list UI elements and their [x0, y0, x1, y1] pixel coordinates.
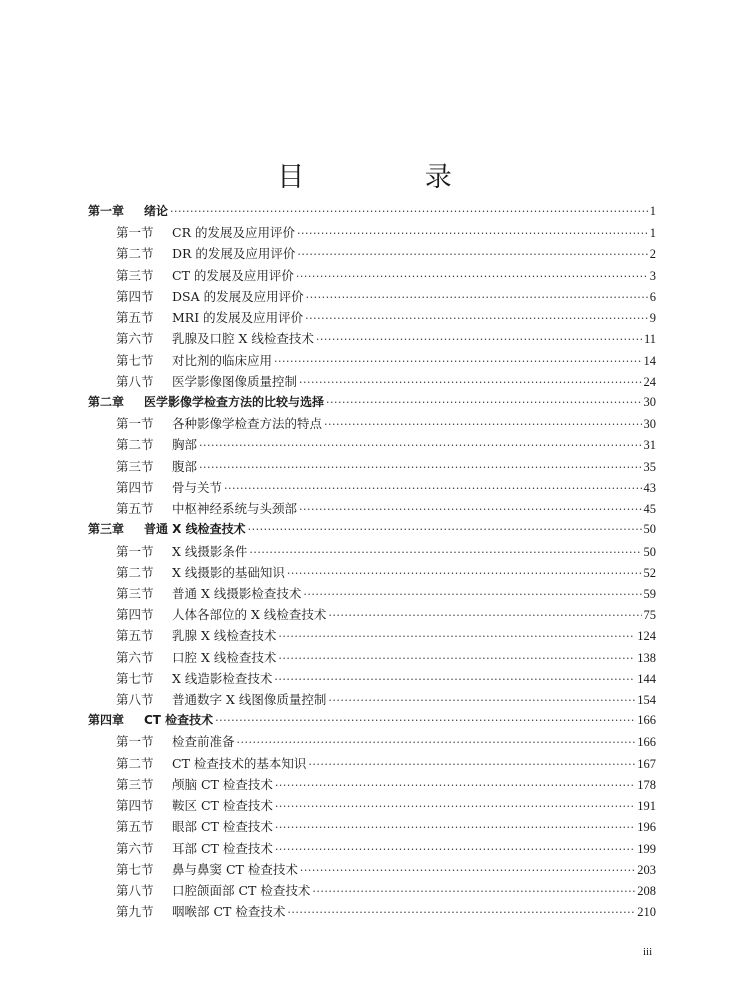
section-title: 鞍区 CT 检查技术	[172, 798, 273, 814]
page-ref: 75	[643, 608, 656, 623]
chapter-title: CT 检查技术	[144, 713, 214, 728]
toc-section-entry[interactable]	[88, 668, 656, 689]
section-number: 第三节	[116, 776, 154, 792]
section-title: 对比剂的临床应用	[172, 352, 273, 368]
page-ref: 199	[637, 841, 656, 856]
section-number: 第四节	[116, 607, 154, 623]
section-number: 第二节	[116, 564, 154, 580]
toc-section-entry[interactable]	[88, 689, 656, 710]
dot-leader	[275, 796, 635, 817]
page-ref: 166	[637, 735, 656, 750]
section-title: X 线摄影的基础知识	[172, 564, 285, 580]
section-title: 咽喉部 CT 检查技术	[172, 904, 286, 920]
section-title: CT 的发展及应用评价	[172, 267, 294, 283]
toc-section-entry[interactable]	[88, 413, 656, 434]
section-title: 乳腺及口腔 X 线检查技术	[172, 331, 314, 347]
chapter-number: 第二章	[88, 394, 125, 409]
dot-leader	[287, 902, 635, 923]
toc-section-entry[interactable]	[88, 265, 656, 286]
dot-leader	[326, 392, 641, 413]
section-number: 第三节	[116, 585, 154, 601]
dot-leader	[278, 626, 635, 647]
section-number: 第四节	[116, 288, 154, 304]
section-number: 第一节	[116, 734, 154, 750]
toc-section-entry[interactable]	[88, 541, 656, 562]
section-title: 乳腺 X 线检查技术	[172, 628, 277, 644]
toc-chapter-entry[interactable]	[88, 392, 656, 413]
dot-leader	[297, 223, 648, 244]
chapter-title: 绪论	[144, 204, 169, 218]
toc-section-entry[interactable]	[88, 477, 656, 498]
page-ref: 14	[643, 353, 656, 368]
page-number: iii	[643, 946, 653, 958]
toc-section-entry[interactable]	[88, 774, 656, 795]
toc-section-entry[interactable]	[88, 816, 656, 837]
chapter-title: 医学影像学检查方法的比较与选择	[144, 394, 325, 409]
section-number: 第五节	[116, 501, 154, 517]
dot-leader	[300, 860, 635, 881]
page-ref: 9	[649, 311, 656, 326]
dot-leader	[299, 372, 641, 393]
section-number: 第八节	[116, 692, 154, 708]
page-ref: 50	[643, 522, 656, 537]
dot-leader	[316, 329, 642, 350]
dot-leader	[306, 287, 648, 308]
dot-leader	[297, 244, 647, 265]
dot-leader	[287, 563, 642, 584]
page-ref: 208	[637, 884, 656, 898]
page-ref: 43	[643, 480, 656, 495]
section-number: 第四节	[116, 479, 154, 495]
toc-section-entry[interactable]	[88, 350, 656, 371]
page-ref: 210	[637, 905, 656, 920]
dot-leader	[299, 499, 641, 520]
section-number: 第七节	[116, 861, 154, 877]
section-title: 眼部 CT 检查技术	[172, 819, 273, 835]
section-title: 腹部	[172, 458, 198, 474]
section-title: CR 的发展及应用评价	[172, 225, 295, 241]
dot-leader	[224, 478, 641, 499]
toc-section-entry[interactable]	[88, 901, 656, 922]
dot-leader	[215, 710, 635, 731]
dot-leader	[249, 542, 641, 563]
toc-section-entry[interactable]	[88, 731, 656, 752]
toc-section-entry[interactable]	[88, 328, 656, 349]
section-number: 第八节	[116, 883, 154, 898]
page-ref: 1	[649, 204, 656, 218]
section-number: 第四节	[116, 798, 154, 814]
toc-section-entry[interactable]	[88, 838, 656, 859]
page-ref: 2	[649, 247, 656, 262]
dot-leader	[328, 690, 635, 711]
dot-leader	[237, 732, 636, 753]
section-number: 第一节	[116, 543, 154, 559]
section-title: 口腔 X 线检查技术	[172, 649, 277, 665]
toc-section-entry[interactable]	[88, 498, 656, 519]
dot-leader	[199, 435, 641, 456]
section-title: DR 的发展及应用评价	[172, 246, 296, 262]
page-ref: 203	[637, 862, 656, 877]
page-ref: 52	[643, 565, 656, 580]
toc-section-entry[interactable]	[88, 859, 656, 880]
dot-leader	[308, 754, 635, 775]
section-number: 第一节	[116, 416, 154, 432]
section-title: DSA 的发展及应用评价	[172, 288, 304, 304]
section-title: 医学影像图像质量控制	[172, 373, 298, 389]
page-ref: 191	[637, 799, 656, 814]
dot-leader	[312, 881, 635, 902]
table-of-contents	[88, 201, 656, 922]
dot-leader	[248, 519, 642, 540]
toc-chapter-entry[interactable]	[88, 710, 656, 731]
section-title: 口腔颌面部 CT 检查技术	[172, 883, 311, 898]
section-title: 各种影像学检查方法的特点	[172, 416, 323, 432]
dot-leader	[274, 351, 641, 372]
page-ref: 178	[637, 777, 656, 792]
chapter-number: 第四章	[88, 713, 125, 728]
toc-section-entry[interactable]	[88, 625, 656, 646]
toc-section-entry[interactable]	[88, 434, 656, 455]
section-number: 第一节	[116, 225, 154, 241]
toc-chapter-entry[interactable]	[88, 519, 656, 540]
page-ref: 45	[643, 502, 656, 517]
section-number: 第二节	[116, 755, 154, 771]
section-title: MRI 的发展及应用评价	[172, 310, 304, 326]
toc-section-entry[interactable]	[88, 222, 656, 243]
page-ref: 3	[649, 268, 656, 283]
section-title: 鼻与鼻窦 CT 检查技术	[172, 861, 298, 877]
dot-leader	[328, 605, 641, 626]
chapter-number: 第一章	[88, 204, 125, 218]
dot-leader	[170, 201, 648, 222]
dot-leader	[274, 669, 635, 690]
page-ref: 24	[643, 374, 656, 389]
section-title: 骨与关节	[172, 479, 223, 495]
dot-leader	[275, 839, 635, 860]
toc-section-entry[interactable]	[88, 753, 656, 774]
section-number: 第五节	[116, 310, 154, 326]
section-number: 第七节	[116, 352, 154, 368]
section-title: 耳部 CT 检查技术	[172, 840, 273, 856]
page-ref: 138	[637, 650, 656, 665]
toc-chapter-entry[interactable]	[88, 201, 656, 222]
page-ref: 50	[643, 544, 656, 559]
dot-leader	[199, 457, 641, 478]
page-ref: 6	[649, 289, 656, 304]
toc-section-entry[interactable]	[88, 562, 656, 583]
dot-leader	[278, 648, 635, 669]
section-number: 第九节	[116, 904, 154, 920]
section-number: 第六节	[116, 331, 154, 347]
page-ref: 30	[643, 394, 656, 409]
page-ref: 167	[637, 756, 656, 771]
toc-section-entry[interactable]	[88, 243, 656, 264]
section-title: X 线造影检查技术	[172, 670, 273, 686]
page-ref: 144	[637, 671, 656, 686]
chapter-number: 第三章	[88, 522, 125, 537]
section-number: 第三节	[116, 267, 154, 283]
toc-section-entry[interactable]	[88, 286, 656, 307]
page-ref: 1	[649, 226, 656, 241]
dot-leader	[324, 414, 641, 435]
section-number: 第八节	[116, 373, 154, 389]
section-number: 第六节	[116, 649, 154, 665]
section-title: 人体各部位的 X 线检查技术	[172, 607, 327, 623]
section-title: 检查前准备	[172, 734, 235, 750]
section-number: 第二节	[116, 437, 154, 453]
dot-leader	[275, 817, 635, 838]
page-title: 目 录	[277, 162, 508, 194]
section-number: 第六节	[116, 840, 154, 856]
chapter-title: 普通 X 线检查技术	[144, 522, 246, 537]
toc-section-entry[interactable]	[88, 583, 656, 604]
toc-section-entry[interactable]	[88, 604, 656, 625]
dot-leader	[305, 308, 648, 329]
toc-section-entry[interactable]	[88, 307, 656, 328]
section-number: 第五节	[116, 628, 154, 644]
dot-leader	[275, 775, 635, 796]
page-ref: 124	[637, 629, 656, 644]
page-ref: 31	[643, 438, 656, 453]
toc-section-entry[interactable]	[88, 371, 656, 392]
section-number: 第三节	[116, 458, 154, 474]
page-ref: 196	[637, 820, 656, 835]
toc-section-entry[interactable]	[88, 795, 656, 816]
section-title: 普通数字 X 线图像质量控制	[172, 692, 327, 708]
dot-leader	[303, 584, 641, 605]
section-title: CT 检查技术的基本知识	[172, 755, 307, 771]
dot-leader	[296, 266, 648, 287]
page-ref: 35	[643, 459, 656, 474]
page-ref: 11	[643, 332, 656, 347]
page-ref: 166	[637, 713, 656, 728]
page-ref: 59	[643, 586, 656, 601]
section-number: 第七节	[116, 670, 154, 686]
page-ref: 30	[643, 417, 656, 432]
section-title: 颅脑 CT 检查技术	[172, 776, 273, 792]
section-number: 第二节	[116, 246, 154, 262]
section-title: 普通 X 线摄影检查技术	[172, 585, 302, 601]
toc-section-entry[interactable]	[88, 456, 656, 477]
toc-section-entry[interactable]	[88, 880, 656, 901]
section-title: 中枢神经系统与头颈部	[172, 501, 298, 517]
page-ref: 154	[637, 693, 656, 708]
section-number: 第五节	[116, 819, 154, 835]
section-title: X 线摄影条件	[172, 543, 248, 559]
section-title: 胸部	[172, 437, 198, 453]
toc-section-entry[interactable]	[88, 647, 656, 668]
